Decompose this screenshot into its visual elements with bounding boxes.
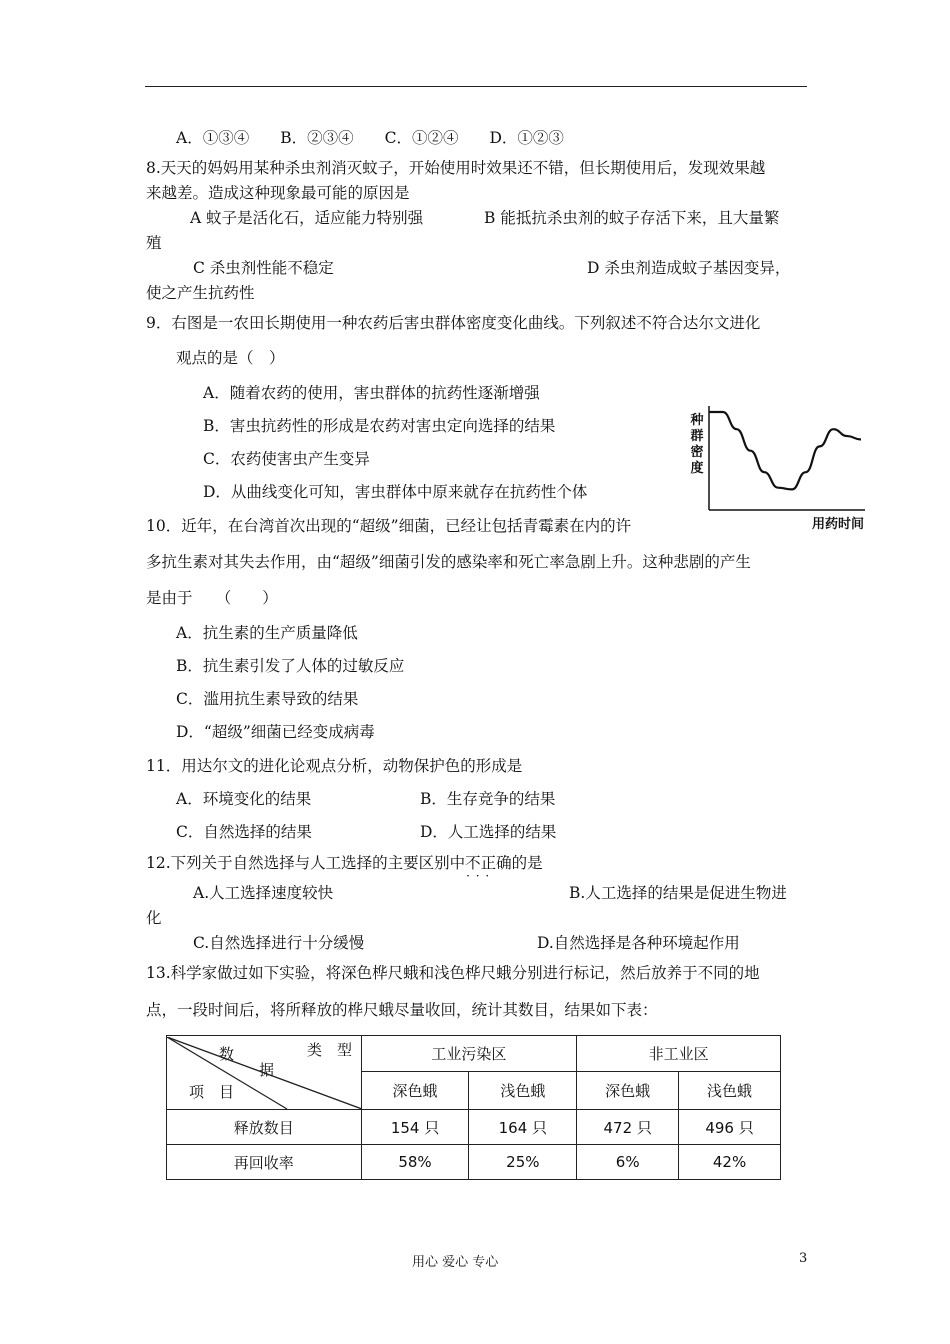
q9-option-c: C．农药使害虫产生变异 — [203, 450, 370, 468]
q8-stem-1: 8.天天的妈妈用某种杀虫剂消灭蚊子，开始使用时效果还不错，但长期使用后，发现效果越 — [146, 159, 766, 177]
group-header-industrial: 工业污染区 — [361, 1036, 577, 1072]
corner-data-label-2: 据 — [259, 1060, 275, 1079]
table-cell: 496 只 — [679, 1110, 781, 1145]
q9-option-a: A．随着农药的使用，害虫群体的抗药性逐渐增强 — [203, 384, 540, 402]
q9-stem-2: 观点的是（ ） — [176, 349, 285, 367]
q8-option-d: D 杀虫剂造成蚊子基因变异， — [587, 259, 791, 277]
q11-option-d: D．人工选择的结果 — [420, 823, 557, 841]
q13-stem-2: 点，一段时间后，将所释放的桦尺蛾尽量收回，统计其数目，结果如下表： — [146, 1001, 658, 1019]
q9-option-b: B．害虫抗药性的形成是农药对害虫定向选择的结果 — [203, 417, 556, 435]
row-label: 再回收率 — [167, 1145, 362, 1180]
q10-option-b: B．抗生素引发了人体的过敏反应 — [176, 657, 405, 675]
table-corner-cell — [167, 1036, 362, 1110]
y-axis-label-char: 度 — [690, 461, 704, 476]
table-row — [167, 1145, 781, 1180]
q8-stem-2: 来越差。造成这种现象最可能的原因是 — [146, 184, 410, 202]
y-axis-label-char: 密 — [690, 445, 704, 460]
table-cell: 6% — [577, 1145, 679, 1180]
sub-header: 深色蛾 — [577, 1072, 679, 1110]
q9-option-d: D．从曲线变化可知，害虫群体中原来就存在抗药性个体 — [203, 483, 588, 501]
q8-option-d-cont: 使之产生抗药性 — [146, 284, 255, 302]
q12-option-b: B.人工选择的结果是促进生物进 — [569, 884, 787, 902]
q11-stem: 11．用达尔文的进化论观点分析，动物保护色的形成是 — [146, 757, 523, 775]
q12-stem-pre: 12.下列关于自然选择与人工选择的主要区别中 — [146, 854, 466, 872]
footer-motto: 用心 爱心 专心 — [412, 1255, 499, 1270]
row-label: 释放数目 — [167, 1110, 362, 1145]
pest-density-chart — [683, 398, 873, 538]
page-number: 3 — [799, 1251, 808, 1266]
q10-stem-2: 多抗生素对其失去作用，由“超级”细菌引发的感染率和死亡率急剧上升。这种悲剧的产生 — [146, 553, 751, 571]
q11-option-b: B．生存竞争的结果 — [420, 790, 556, 808]
q8-option-c: C 杀虫剂性能不稳定 — [193, 259, 334, 277]
q8-option-b-cont: 殖 — [146, 234, 162, 252]
q12-stem-emphasis: 不正确 · · · — [465, 854, 512, 872]
y-axis-label-char: 群 — [690, 429, 704, 444]
q13-stem-1: 13.科学家做过如下实验，将深色桦尺蛾和浅色桦尺蛾分别进行标记，然后放养于不同的地 — [146, 964, 760, 982]
q9-stem-1: 9．右图是一农田长期使用一种农药后害虫群体密度变化曲线。下列叙述不符合达尔文进化 — [146, 314, 761, 332]
table-cell: 25% — [469, 1145, 577, 1180]
y-axis-label — [689, 412, 704, 476]
q10-option-d: D．“超级”细菌已经变成病毒 — [176, 723, 375, 741]
q7-options: A．①③④ B．②③④ C．①②④ D．①②③ — [176, 129, 564, 147]
q10-stem-1: 10．近年，在台湾首次出现的“超级”细菌，已经让包括青霉素在内的许 — [146, 517, 632, 535]
sub-header: 浅色蛾 — [679, 1072, 781, 1110]
q12-stem-post: 的是 — [511, 854, 543, 872]
q11-option-a: A．环境变化的结果 — [176, 790, 312, 808]
table-cell: 154 只 — [361, 1110, 469, 1145]
table-cell: 164 只 — [469, 1110, 577, 1145]
q12-option-a: A.人工选择速度较快 — [193, 884, 334, 902]
group-header-non-industrial: 非工业区 — [577, 1036, 781, 1072]
y-axis-label-char: 种 — [690, 413, 704, 428]
moth-table — [166, 1035, 781, 1180]
corner-type-label: 类 型 — [307, 1040, 353, 1059]
q12-stem — [146, 853, 543, 873]
table-cell: 58% — [361, 1145, 469, 1180]
sub-header: 浅色蛾 — [469, 1072, 577, 1110]
header-rule — [145, 86, 807, 87]
table-cell: 42% — [679, 1145, 781, 1180]
x-axis-label: 用药时间 — [811, 517, 864, 532]
table-row — [167, 1110, 781, 1145]
sub-header: 深色蛾 — [361, 1072, 469, 1110]
q12-option-b-cont: 化 — [146, 909, 162, 927]
table-cell: 472 只 — [577, 1110, 679, 1145]
q12-option-c: C.自然选择进行十分缓慢 — [193, 934, 365, 952]
q10-option-c: C．滥用抗生素导致的结果 — [176, 690, 359, 708]
q12-option-d: D.自然选择是各种环境起作用 — [537, 934, 740, 952]
density-curve — [709, 412, 861, 489]
q11-option-c: C．自然选择的结果 — [176, 823, 312, 841]
q8-option-b: B 能抵抗杀虫剂的蚊子存活下来，且大量繁 — [484, 209, 780, 227]
q10-option-a: A．抗生素的生产质量降低 — [176, 624, 358, 642]
q8-option-a: A 蚊子是活化石，适应能力特别强 — [190, 209, 424, 227]
corner-data-label-1: 数 — [219, 1044, 235, 1063]
q10-stem-3: 是由于 （ ） — [146, 589, 278, 607]
corner-item-label: 项 目 — [189, 1082, 235, 1101]
